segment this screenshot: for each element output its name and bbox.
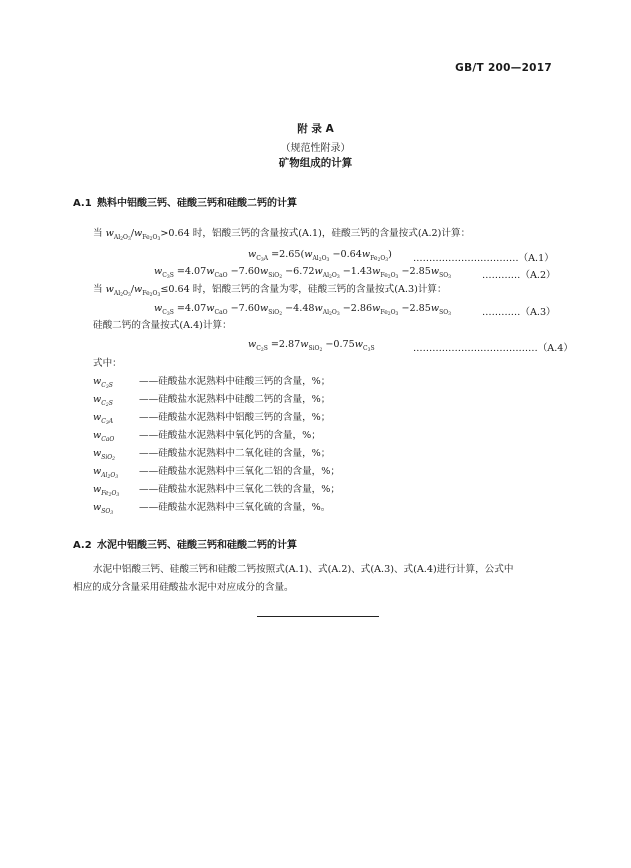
definition-item: $w_{Fe_2O_3}——$硅酸盐水泥熟料中三氧化二铁的含量，%； [93,484,340,498]
condition-2: 当 $w_{Al_2O_3}/w_{Fe_2O_3}\le 0.64$ 时，铝酸三钙的含量为零，硅酸三钙的含量按式(A.3)计算： [93,284,447,298]
paragraph-line: 相应的成分含量采用硅酸盐水泥中对应成分的含量。 [73,582,294,593]
equation-number-a3: …………（A.3） [482,307,556,318]
section-title: 水泥中铝酸三钙、硅酸三钙和硅酸二钙的计算 [97,540,297,551]
annex-type: （规范性附录） [280,143,351,154]
section-number: A.1 [73,198,92,209]
definition-variable: $w_{Fe_2O_3}$ [93,484,120,498]
end-rule [257,616,379,617]
c2s-formula-intro: 硅酸二钙的含量按式(A.4)计算： [93,320,232,331]
equation-a2: $w_{C_3S} =4.07w_{CaO} -7.60w_{SiO_2} -6.72w_{Al_2O_3} -1.43w_{Fe_2O_3} -2.85w_{SO_3}$ [154,266,451,280]
paragraph-line: 水泥中铝酸三钙、硅酸三钙和硅酸二钙按照式(A.1)、式(A.2)、式(A.3)、式(A.4)进行计算，公式中 [93,564,514,575]
equation-a1: $w_{C_3A} =2.65(w_{Al_2O_3} -0.64w_{Fe_2O_3})$ [248,249,392,263]
equation-number-a2: …………（A.2） [482,270,556,281]
definition-variable: $w_{CaO}$ [93,430,115,443]
equation-number-a4: …………………………………（A.4） [413,343,573,354]
equation-number-a1: ……………………………（A.1） [413,253,554,264]
definition-variable: $w_{C_2S}$ [93,394,113,408]
definition-item: $w_{SO_3}——$硅酸盐水泥熟料中三氧化硫的含量，%。 [93,502,331,516]
section-a1-heading [73,194,297,209]
condition-1: 当 $w_{Al_2O_3}/w_{Fe_2O_3}>0.64$ 时，铝酸三钙的含量按式(A.1)，硅酸三钙的含量按式(A.2)计算： [93,228,471,242]
definition-item: $w_{C_3S}$ ——硅酸盐水泥熟料中硅酸三钙的含量，%； [93,376,331,390]
standard-number: GB/T 200—2017 [455,62,552,74]
equation-a4: $w_{C_2S} =2.87w_{SiO_2} -0.75w_{C_3S}$ [248,339,375,353]
definition-item: $w_{SiO_2}——$硅酸盐水泥熟料中二氧化硅的含量，%； [93,448,331,462]
section-number: A.2 [73,540,92,551]
section-title: 熟料中铝酸三钙、硅酸三钙和硅酸二钙的计算 [97,198,297,209]
definition-variable: $w_{SiO_2}$ [93,448,116,462]
definition-variable: $w_{C_3S}$ [93,376,113,390]
where-label: 式中： [93,358,122,369]
definition-variable: $w_{SO_3}$ [93,502,114,516]
definition-variable: $w_{Al_2O_3}$ [93,466,119,480]
definition-item: $w_{Al_2O_3}——$硅酸盐水泥熟料中三氧化二铝的含量，%； [93,466,340,480]
annex-name: 矿物组成的计算 [278,157,353,169]
annex-title: 附 录 A [297,123,334,135]
definition-item: $w_{CaO}$ ——硅酸盐水泥熟料中氧化钙的含量，%； [93,430,321,443]
section-a2-heading [73,536,297,551]
equation-a3: $w_{C_3S} =4.07w_{CaO} -7.60w_{SiO_2} -4.48w_{Al_2O_3} -2.86w_{Fe_2O_3} -2.85w_{SO_3}$ [154,303,451,317]
definition-variable: $w_{C_3A}$ [93,412,114,426]
definition-item: $w_{C_3A}$ ——硅酸盐水泥熟料中铝酸三钙的含量，%； [93,412,331,426]
definition-item: $w_{C_2S}$ ——硅酸盐水泥熟料中硅酸二钙的含量，%； [93,394,331,408]
